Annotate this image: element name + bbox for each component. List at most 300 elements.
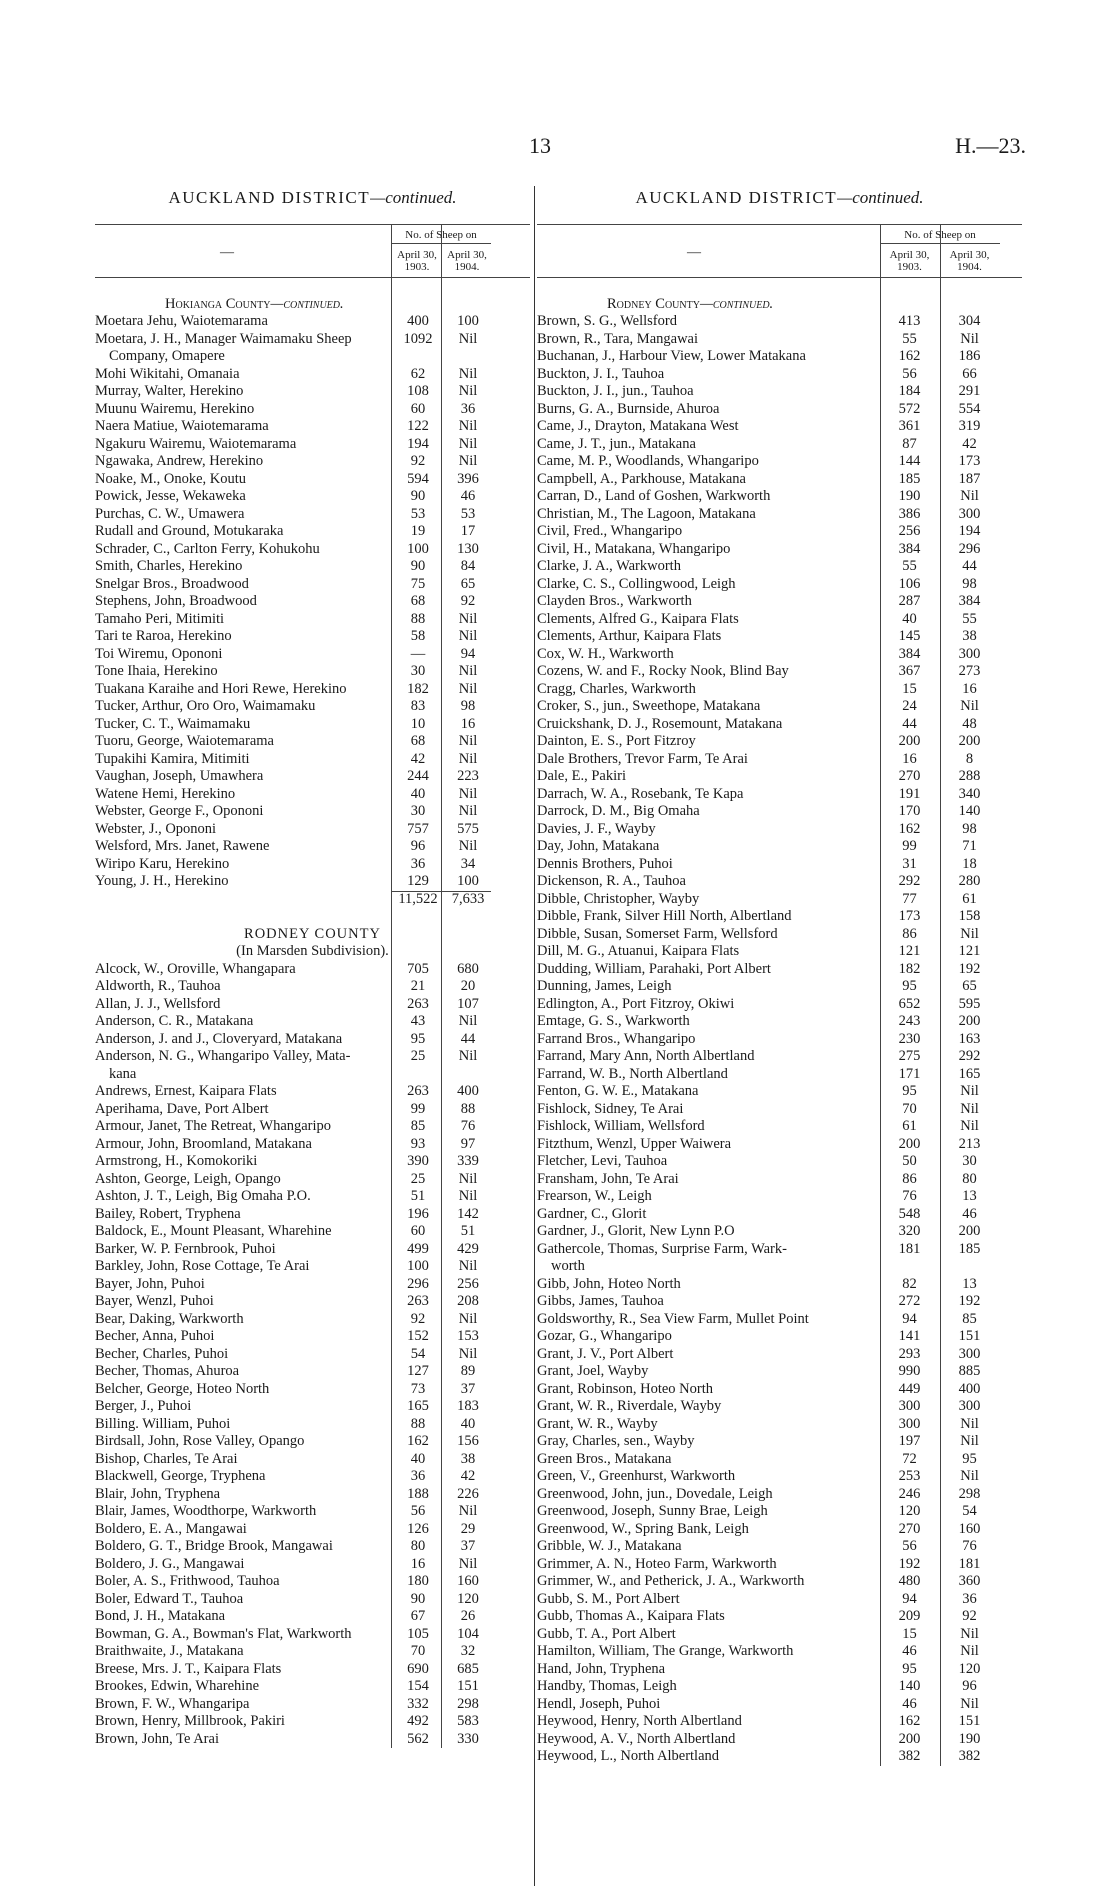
table-row (537, 716, 1022, 734)
owner-name: Brown, John, Te Arai (95, 1730, 219, 1747)
table-row (95, 453, 530, 471)
owner-name: Emtage, G. S., Warkworth (537, 1013, 690, 1029)
owner-name: Green, V., Greenhurst, Warkworth (537, 1468, 736, 1484)
table-row (537, 1416, 1022, 1434)
sheep-1903: 390 (407, 1153, 429, 1169)
owner-name: Gibb, John, Hoteo North (537, 1275, 681, 1292)
sheep-1904: 151 (457, 1678, 479, 1694)
sheep-1903: 449 (898, 1380, 921, 1397)
sheep-1903: 162 (898, 820, 921, 837)
table-row (95, 1451, 530, 1469)
sheep-1904: 192 (958, 1293, 981, 1309)
sheep-1903: 246 (898, 1485, 921, 1502)
sheep-1903: 141 (898, 1328, 921, 1344)
sheep-1903: 165 (407, 1398, 429, 1414)
owner-name: Grant, W. R., Riverdale, Wayby (537, 1398, 722, 1414)
sheep-1904: 98 (962, 575, 977, 592)
sheep-1903: 92 (410, 453, 426, 469)
sheep-1903: 270 (898, 1520, 921, 1537)
sheep-1903: 181 (898, 1240, 921, 1257)
sheep-1903: 382 (898, 1748, 921, 1764)
owner-name: Muunu Wairemu, Herekino (95, 400, 255, 417)
table-row (95, 611, 530, 629)
header-col-1904-line1: April 30, (447, 249, 487, 261)
owner-name: Frearson, W., Leigh (537, 1188, 652, 1204)
sheep-1904: 65 (962, 978, 977, 994)
owner-name: Ashton, J. T., Leigh, Big Omaha P.O. (95, 1188, 311, 1204)
table-row (537, 891, 1022, 909)
owner-name: Tari te Raroa, Herekino (95, 628, 232, 644)
table-row (537, 1451, 1022, 1469)
owner-name: Toi Wiremu, Opononi (95, 645, 223, 662)
owner-name: Buckton, J. I., Tauhoa (537, 365, 665, 382)
sheep-1903: 73 (410, 1380, 426, 1397)
sheep-1904: Nil (458, 785, 478, 802)
sheep-1904: 291 (958, 383, 981, 399)
sheep-1903: 293 (898, 1345, 921, 1362)
sheep-1903: 77 (902, 890, 917, 907)
sheep-1904: 142 (457, 1205, 479, 1222)
county-title (95, 926, 530, 944)
owner-name: Schrader, C., Carlton Ferry, Kohukohu (95, 540, 320, 557)
table-row (537, 838, 1022, 856)
owner-name: Gibbs, James, Tauhoa (537, 1293, 664, 1309)
sheep-1903: 76 (902, 1188, 917, 1204)
county-title-text: RODNEY COUNTY (244, 925, 381, 942)
sheep-1904: 200 (958, 733, 981, 749)
sheep-1903: 100 (407, 1258, 429, 1274)
sheep-1904: Nil (458, 838, 478, 854)
owner-name: Grant, J. V., Port Albert (537, 1345, 674, 1362)
table-row (95, 1031, 530, 1049)
sheep-1904: Nil (960, 698, 979, 714)
owner-name: Stephens, John, Broadwood (95, 593, 257, 609)
owner-name: Fletcher, Levi, Tauhoa (537, 1153, 668, 1169)
sheep-1904: 583 (457, 1713, 479, 1729)
sheep-1903: 122 (407, 418, 429, 434)
owner-name: Dibble, Susan, Somerset Farm, Wellsford (537, 925, 778, 942)
table-row (95, 716, 530, 734)
entry-continuation (95, 1066, 530, 1084)
owner-name: Came, M. P., Woodlands, Whangaripo (537, 453, 759, 469)
sheep-1904: 200 (958, 1223, 981, 1239)
sheep-1903: 96 (410, 838, 426, 854)
sheep-1903: 42 (410, 750, 426, 767)
table-row (95, 523, 530, 541)
sheep-1904: 13 (962, 1188, 977, 1204)
table-row (537, 943, 1022, 961)
table-row (537, 628, 1022, 646)
sheep-1904: 100 (457, 873, 479, 889)
sheep-1904: 298 (457, 1695, 479, 1712)
sheep-1903: 192 (898, 1555, 921, 1572)
owner-name: Handby, Thomas, Leigh (537, 1678, 677, 1694)
sheep-1904: 187 (958, 470, 981, 487)
table-row (537, 1573, 1022, 1591)
table-row (537, 803, 1022, 821)
sheep-1904: 76 (460, 1118, 476, 1134)
sheep-1904: 26 (460, 1608, 476, 1624)
table-row (95, 366, 530, 384)
table-row (95, 663, 530, 681)
sheep-1903: 263 (407, 995, 429, 1012)
owner-name: Becher, Thomas, Ahuroa (95, 1363, 240, 1379)
table-row (95, 1153, 530, 1171)
sheep-1904: 300 (958, 645, 981, 662)
owner-name: Anderson, J. and J., Cloveryard, Matakana (95, 1030, 343, 1047)
sheep-1903: 16 (902, 750, 917, 767)
column-divider (534, 186, 535, 1886)
sheep-1904: 194 (958, 523, 981, 539)
sheep-1904: 296 (958, 540, 981, 557)
owner-name: Hendl, Joseph, Puhoi (537, 1695, 661, 1712)
sheep-1904: 51 (460, 1223, 476, 1239)
sheep-1903: 46 (902, 1643, 917, 1659)
sheep-1904: 208 (457, 1293, 479, 1309)
owner-name: Heywood, A. V., North Albertland (537, 1730, 736, 1747)
sheep-1903: 757 (407, 820, 429, 837)
sheep-1904: 42 (962, 435, 977, 452)
owner-name: Tucker, C. T., Waimamaku (95, 715, 251, 732)
owner-name: Birdsall, John, Rose Valley, Opango (95, 1433, 305, 1449)
header-col-1903 (882, 249, 937, 273)
sheep-1903: 36 (410, 855, 426, 872)
sheep-1903: 492 (407, 1713, 429, 1729)
district-continued: —continued. (837, 188, 924, 207)
owner-name: Ngawaka, Andrew, Herekino (95, 453, 264, 469)
sheep-1904: 163 (958, 1030, 981, 1047)
owner-name: Boldero, E. A., Mangawai (95, 1520, 247, 1537)
sheep-1904: 226 (457, 1485, 479, 1502)
sheep-1903: 562 (407, 1730, 429, 1747)
sheep-1903: — (410, 645, 426, 662)
section-title (165, 296, 344, 314)
sheep-1904: 192 (958, 960, 981, 977)
sheep-1904: Nil (458, 1345, 478, 1362)
owner-name: Ngakuru Wairemu, Waiotemarama (95, 435, 297, 452)
sheep-1904: 685 (457, 1660, 479, 1677)
table-row (537, 1136, 1022, 1154)
table-row (95, 1346, 530, 1364)
sheep-1903: 72 (902, 1450, 917, 1467)
entry-continuation (95, 348, 530, 366)
sheep-1903: 152 (407, 1328, 429, 1344)
owner-name: Campbell, A., Parkhouse, Matakana (537, 470, 746, 487)
sheep-1904: 298 (958, 1485, 981, 1502)
table-row (537, 1013, 1022, 1031)
table-row (537, 646, 1022, 664)
owner-name: Grant, Joel, Wayby (537, 1363, 649, 1379)
table-row (95, 488, 530, 506)
table-row (537, 1363, 1022, 1381)
sheep-1903: 275 (898, 1048, 921, 1064)
owner-name: Brown, R., Tara, Mangawai (537, 330, 699, 347)
owner-name: Tucker, Arthur, Oro Oro, Waimamaku (95, 698, 316, 714)
owner-name: Mohi Wikitahi, Omanaia (95, 365, 240, 382)
sheep-1904: Nil (458, 628, 478, 644)
entry-continuation (537, 1258, 1022, 1276)
sheep-1903: 170 (898, 803, 921, 819)
sheep-1903: 95 (902, 1660, 917, 1677)
page-number: 13 (529, 133, 551, 158)
table-row (537, 1678, 1022, 1696)
sheep-1903: 990 (898, 1363, 921, 1379)
owner-name: Dill, M. G., Atuanui, Kaipara Flats (537, 943, 740, 959)
sheep-1903: 105 (407, 1625, 429, 1642)
total-1903: 11,522 (398, 890, 438, 907)
sheep-1904: 280 (958, 873, 981, 889)
owner-name: Farrand, W. B., North Albertland (537, 1065, 728, 1082)
sheep-1903: 145 (898, 628, 921, 644)
table-row (95, 873, 530, 891)
owner-name: Greenwood, Joseph, Sunny Brae, Leigh (537, 1503, 768, 1519)
sheep-1903: 292 (898, 873, 921, 889)
sheep-1904: 121 (958, 943, 981, 959)
sheep-1904: 17 (460, 523, 476, 539)
sheep-1904: 181 (958, 1555, 981, 1572)
table-row (95, 1048, 530, 1066)
sheep-1903: 99 (410, 1100, 426, 1117)
sheep-1903: 548 (898, 1205, 921, 1222)
table-row (95, 506, 530, 524)
sheep-1904: 65 (460, 575, 476, 592)
owner-name: Barker, W. P. Fernbrook, Puhoi (95, 1240, 276, 1257)
header-blank: — (220, 245, 234, 260)
sheep-1904: 16 (460, 715, 476, 732)
sheep-1904: 165 (958, 1065, 981, 1082)
sheep-1904: 273 (958, 663, 981, 679)
owner-name: Moetara, J. H., Manager Waimamaku Sheep (95, 330, 352, 347)
sheep-1904: 595 (958, 995, 981, 1012)
table-row (95, 401, 530, 419)
sheep-1903: 413 (898, 313, 921, 329)
section-heading (537, 296, 1022, 314)
sheep-1903: 253 (898, 1468, 921, 1484)
sheep-1904: 158 (958, 908, 981, 924)
owner-name: Bayer, John, Puhoi (95, 1275, 205, 1292)
sheep-1904: 85 (962, 1310, 977, 1327)
table-header-right (537, 224, 1022, 278)
sheep-1904: Nil (960, 1415, 979, 1432)
table-row (537, 856, 1022, 874)
sheep-1904: 34 (460, 855, 476, 872)
sheep-1904: 98 (460, 698, 476, 714)
table-row (95, 786, 530, 804)
sheep-1903: 244 (407, 768, 429, 784)
sheep-1903: 15 (902, 680, 917, 697)
owner-name: Cruickshank, D. J., Rosemount, Matakana (537, 715, 783, 732)
owner-name: Clements, Arthur, Kaipara Flats (537, 628, 722, 644)
sheep-1903: 200 (898, 733, 921, 749)
sheep-1904: 300 (958, 1345, 981, 1362)
table-row (537, 1398, 1022, 1416)
owner-name: Grimmer, A. N., Hoteo Farm, Warkworth (537, 1555, 777, 1572)
table-row (95, 628, 530, 646)
table-row (537, 1223, 1022, 1241)
sheep-1903: 95 (902, 978, 917, 994)
owner-name: Allan, J. J., Wellsford (95, 995, 221, 1012)
owner-name: Day, John, Matakana (537, 838, 660, 854)
table-row (537, 1083, 1022, 1101)
sheep-1904: 96 (962, 1678, 977, 1694)
sheep-1904: 13 (962, 1275, 977, 1292)
district-title: AUCKLAND DISTRICT (168, 188, 371, 207)
owner-name: Heywood, L., North Albertland (537, 1748, 720, 1764)
sheep-1904: Nil (960, 488, 979, 504)
table-row (537, 611, 1022, 629)
header-col-1904-line2: 1904. (957, 261, 982, 273)
sheep-1903: 54 (410, 1345, 426, 1362)
table-row (537, 331, 1022, 349)
sheep-1903: 384 (898, 645, 921, 662)
sheep-1904: Nil (960, 1118, 979, 1134)
owner-name: Greenwood, John, jun., Dovedale, Leigh (537, 1485, 773, 1502)
table-row (537, 698, 1022, 716)
sheep-1903: 50 (902, 1153, 917, 1169)
sheep-1903: 70 (902, 1100, 917, 1117)
table-row (537, 1153, 1022, 1171)
sheep-1903: 93 (410, 1135, 426, 1152)
sheep-1904: Nil (458, 1170, 478, 1187)
table-row (95, 1486, 530, 1504)
sheep-1904: 384 (958, 593, 981, 609)
table-row (95, 646, 530, 664)
table-row (537, 1118, 1022, 1136)
sheep-1904: 76 (962, 1538, 977, 1554)
table-row (537, 1188, 1022, 1206)
sheep-1904: 130 (457, 540, 479, 557)
owner-name: Boler, A. S., Frithwood, Tauhoa (95, 1573, 280, 1589)
sheep-1904: 18 (962, 855, 977, 872)
sheep-1903: 332 (407, 1695, 429, 1712)
owner-name: Gray, Charles, sen., Wayby (537, 1433, 695, 1449)
table-row (537, 926, 1022, 944)
owner-name: Blackwell, George, Tryphena (95, 1468, 266, 1484)
owner-name: Vaughan, Joseph, Umawhera (95, 768, 264, 784)
sheep-1904: 88 (460, 1100, 476, 1117)
sheep-1903: 162 (898, 1713, 921, 1729)
sheep-1904: 156 (457, 1433, 479, 1449)
table-row (95, 1433, 530, 1451)
sheep-1903: 55 (902, 330, 917, 347)
header-col-1903-line1: April 30, (397, 249, 437, 261)
table-row (95, 978, 530, 996)
owner-name: Darrock, D. M., Big Omaha (537, 803, 700, 819)
sheep-1904: 46 (460, 488, 476, 504)
table-row (95, 1276, 530, 1294)
owner-name: Barkley, John, Rose Cottage, Te Arai (95, 1258, 310, 1274)
table-row (537, 733, 1022, 751)
owner-name: Grant, Robinson, Hoteo North (537, 1380, 713, 1397)
owner-name: Aldworth, R., Tauhoa (95, 978, 221, 994)
table-row (537, 1066, 1022, 1084)
sheep-1904: 292 (958, 1048, 981, 1064)
header-col-1903 (392, 249, 442, 273)
owner-name: Fenton, G. W. E., Matakana (537, 1083, 699, 1099)
owner-name: Bowman, G. A., Bowman's Flat, Warkworth (95, 1625, 352, 1642)
table-body-left (95, 278, 530, 1748)
sheep-1904: 54 (962, 1503, 977, 1519)
sheep-1903: 185 (898, 470, 921, 487)
table-row (95, 1591, 530, 1609)
sheep-1904: 100 (457, 313, 479, 329)
table-row (537, 751, 1022, 769)
owner-name: Webster, George F., Opononi (95, 803, 264, 819)
sheep-1904: 120 (457, 1590, 479, 1607)
total-1904: 7,633 (451, 890, 485, 907)
table-row (537, 663, 1022, 681)
sheep-1904: 80 (962, 1170, 977, 1187)
sheep-1903: 43 (410, 1013, 426, 1029)
table-row (95, 1258, 530, 1276)
sheep-1904: Nil (960, 1083, 979, 1099)
district-heading-right (537, 186, 1022, 210)
sheep-1904: 44 (460, 1030, 476, 1047)
owner-name: Becher, Charles, Puhoi (95, 1345, 229, 1362)
sheep-1903: 129 (407, 873, 429, 889)
sheep-1904: 37 (460, 1380, 476, 1397)
table-row (537, 401, 1022, 419)
table-row (95, 1223, 530, 1241)
sheep-1904: 680 (457, 960, 479, 977)
header-col-1903-line2: 1903. (404, 261, 430, 273)
sheep-1903: 127 (407, 1363, 429, 1379)
table-row (95, 1573, 530, 1591)
sheep-1904: Nil (458, 383, 478, 399)
table-row (95, 1608, 530, 1626)
table-row (537, 681, 1022, 699)
owner-name: Noake, M., Onoke, Koutu (95, 470, 247, 487)
sheep-1903: 70 (410, 1643, 426, 1659)
owner-name: Brown, Henry, Millbrook, Pakiri (95, 1713, 285, 1729)
sheep-1904: Nil (458, 1503, 478, 1519)
owner-name: Davies, J. F., Wayby (537, 820, 656, 837)
sheep-1903: 56 (902, 365, 917, 382)
table-row (95, 1101, 530, 1119)
sheep-1903: 16 (410, 1555, 426, 1572)
sheep-1903: 194 (407, 435, 429, 452)
table-row (537, 418, 1022, 436)
table-row (95, 838, 530, 856)
table-row (537, 1538, 1022, 1556)
owner-name: Gubb, S. M., Port Albert (537, 1590, 680, 1607)
table-row (95, 1381, 530, 1399)
table-row (537, 558, 1022, 576)
sheep-1903: 188 (407, 1485, 429, 1502)
table-row (537, 1608, 1022, 1626)
sheep-1904: Nil (458, 435, 478, 452)
owner-name: Hand, John, Tryphena (537, 1660, 666, 1677)
sheep-1903: 182 (407, 680, 429, 697)
owner-name: Hamilton, William, The Grange, Warkworth (537, 1643, 794, 1659)
table-row (537, 1381, 1022, 1399)
owner-name: Cragg, Charles, Warkworth (537, 680, 696, 697)
owner-name: Becher, Anna, Puhoi (95, 1328, 215, 1344)
sheep-1903: 44 (902, 715, 917, 732)
owner-name: Purchas, C. W., Umawera (95, 505, 245, 522)
sheep-1903: 180 (407, 1573, 429, 1589)
table-row (95, 1311, 530, 1329)
owner-name: Fitzthum, Wenzl, Upper Waiwera (537, 1135, 732, 1152)
left-column (95, 186, 530, 1748)
sheep-1904: 400 (958, 1380, 981, 1397)
total-row (95, 891, 530, 909)
sheep-1904: Nil (960, 330, 979, 347)
sheep-1903: 68 (410, 733, 426, 749)
table-row (537, 1713, 1022, 1731)
table-row (95, 1363, 530, 1381)
table-row (95, 1643, 530, 1661)
